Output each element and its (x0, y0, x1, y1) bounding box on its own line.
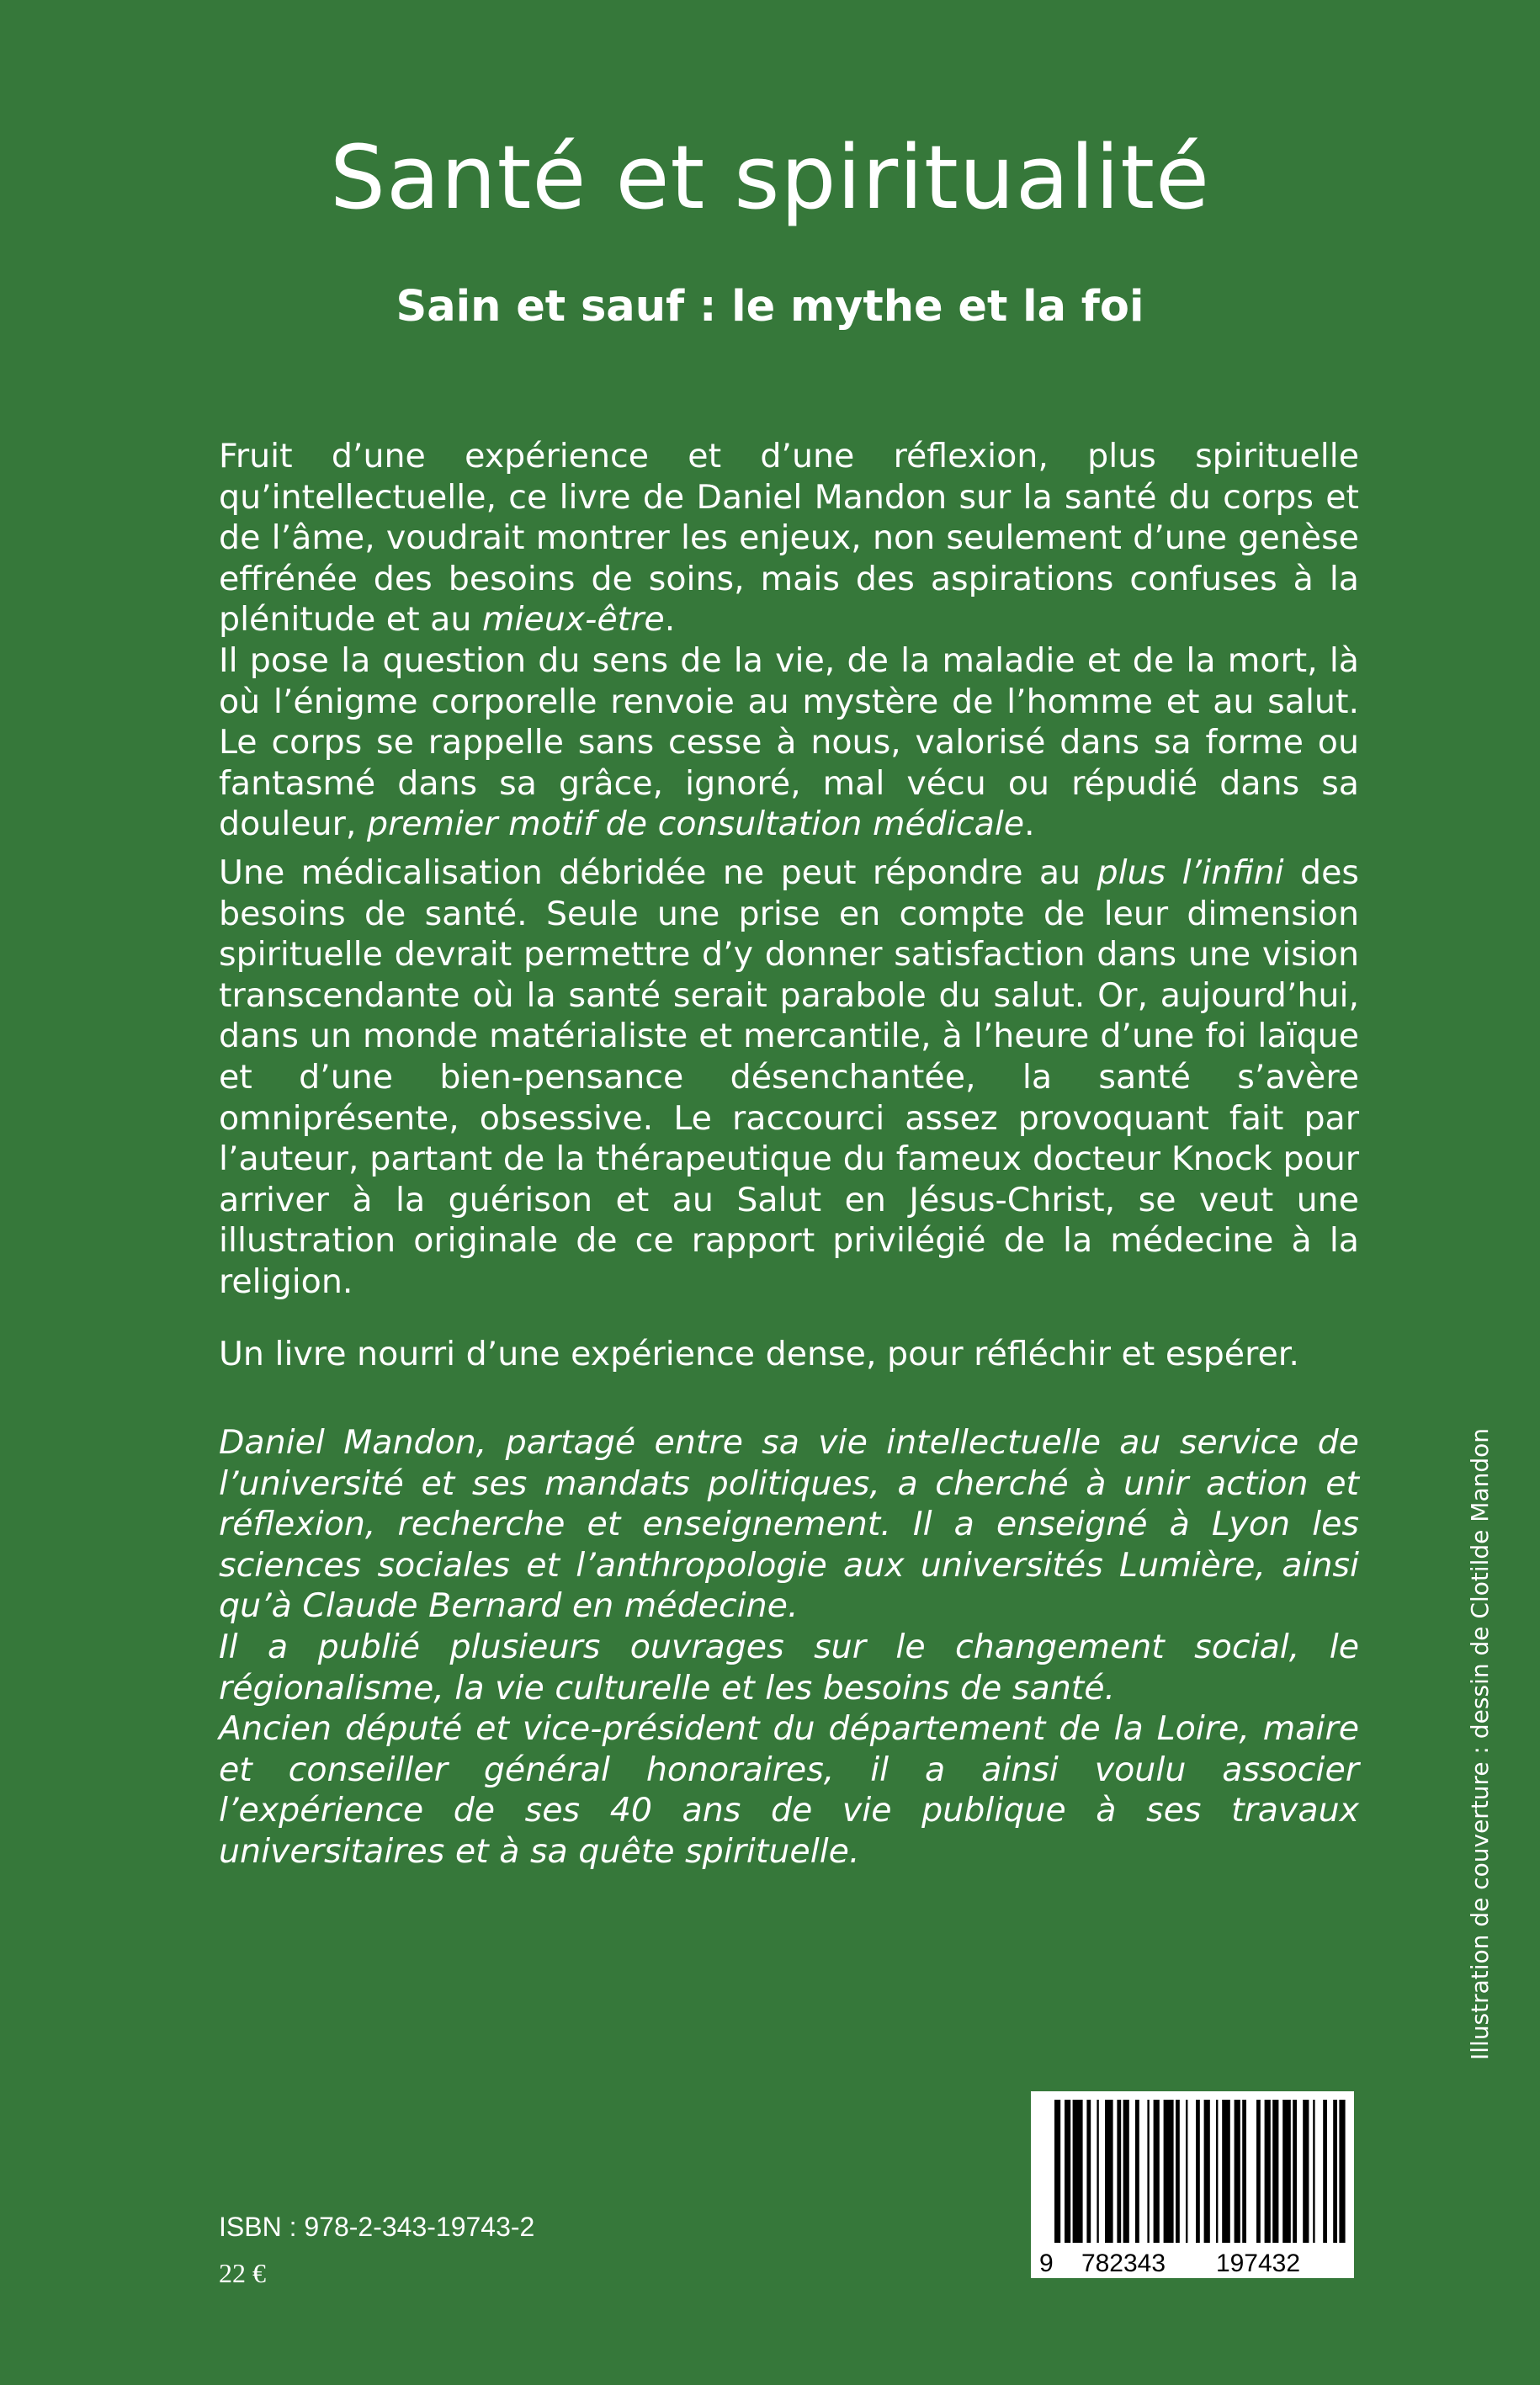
blurb-text: Fruit d’une expérience et d’une réflexion, plus spirituelle qu’intellectuelle, ce livre de Daniel Mandon sur la santé du corps et de l’âme, voudrait montrer les enjeux, non seulement d’une genèse effrénée des besoins de soins, mais des aspirations confuses à la plénitude et au (219, 437, 1359, 640)
barcode-bar (1323, 2100, 1327, 2243)
barcode-bar (1222, 2100, 1230, 2243)
barcode-bar (1073, 2100, 1083, 2243)
blurb-emphasis: plus l’infini (1097, 853, 1284, 892)
barcode-bar (1282, 2100, 1291, 2243)
barcode-bar (1256, 2100, 1261, 2243)
barcode-bar (1235, 2100, 1240, 2243)
blurb-text: . (664, 600, 676, 640)
blurb-text: Il pose la question du sens de la vie, de la maladie et de la mort, là où l’énigme corporelle renvoie au mystère de l’homme et au salut. Le corps se rappelle sans cesse à nous, valorisé dans sa forme ou fantasmé dans sa grâce, ignoré, mal vécu ou répudié dans sa douleur, (219, 640, 1359, 844)
author-bio-line: Il a publié plusieurs ouvrages sur le changement social, le régionalisme, la vie culturelle et les besoins de santé. (219, 1627, 1359, 1708)
barcode-bar (1216, 2100, 1218, 2243)
barcode-bar (1054, 2100, 1060, 2243)
blurb-emphasis: mieux-être (481, 600, 665, 640)
barcode-bar (1242, 2100, 1246, 2243)
author-bio-line: Ancien député et vice-président du département de la Loire, maire et conseiller général honoraires, il a ainsi voulu associer l’expérience de ses 40 ans de vie publique à ses travaux universitaires et à sa quête spirituelle. (219, 1709, 1359, 1871)
barcode-graphic (1031, 2091, 1354, 2278)
barcode-bar (1204, 2100, 1210, 2243)
barcode-bar (1117, 2100, 1121, 2243)
barcode-digit-first: 9 (1039, 2250, 1054, 2277)
barcode-bar (1105, 2100, 1113, 2243)
barcode-bar (1303, 2100, 1309, 2243)
barcode-bar (1154, 2100, 1160, 2243)
illustration-credit: Illustration de couverture : dessin de Clotilde Mandon (1466, 1427, 1494, 2060)
barcode-bar (1176, 2100, 1180, 2243)
blurb-text: . (1024, 805, 1035, 844)
blurb-text: des besoins de santé. Seule une prise en compte de leur dimension spirituelle devrait permettre d’y donner satisfaction dans une vision transcendante où la santé serait parabole du salut. Or, aujourd’hui, dans un monde matérialiste et mercantile, à l’heure d’une foi laïque et d’une bien-pensance désenchantée, la santé s’avère omniprésente, obsessive. Le raccourci assez provoquant fait par l’auteur, partant de la thérapeutique du fameux docteur Knock pour arriver à la guérison et au Salut en Jésus-Christ, se veut une illustration originale de ce rapport privilégié de la médecine à la religion. (219, 853, 1359, 1301)
barcode-bar (1339, 2100, 1345, 2243)
barcode-bar (1196, 2100, 1200, 2243)
blurb-paragraph-2 (219, 853, 1359, 1303)
barcode-bar (1123, 2100, 1129, 2243)
barcode-bar (1147, 2100, 1149, 2243)
blurb-emphasis: premier motif de consultation médicale (366, 805, 1025, 844)
barcode-bar (1265, 2100, 1271, 2243)
price: 22 € (219, 2258, 266, 2288)
barcode-bar (1135, 2100, 1139, 2243)
barcode-bar (1186, 2100, 1187, 2243)
barcode-bar (1086, 2100, 1091, 2243)
barcode-bar (1164, 2100, 1174, 2243)
barcode-bar (1313, 2100, 1314, 2243)
blurb-paragraph-1 (219, 436, 1359, 845)
book-title: Santé et spiritualité (329, 126, 1211, 229)
barcode-digits-left: 782343 (1081, 2250, 1166, 2277)
barcode-digits-right: 197432 (1215, 2250, 1301, 2277)
blurb-text: Une médicalisation débridée ne peut répondre au (219, 853, 1097, 892)
author-bio-line: Daniel Mandon, partagé entre sa vie intellectuelle au service de l’université et ses mandats politiques, a cherché à unir action et réflexion, recherche et enseignement. Il a enseigné à Lyon les sciences sociales et l’anthropologie aux universités Lumière, ainsi qu’à Claude Bernard en médecine. (219, 1423, 1359, 1626)
barcode-bar (1333, 2100, 1337, 2243)
blurb-paragraph-3: Un livre nourri d’une expérience dense, pour réfléchir et espérer. (219, 1335, 1299, 1373)
isbn-barcode (1031, 2091, 1354, 2278)
barcode-bar (1065, 2100, 1070, 2243)
author-bio (219, 1422, 1359, 1872)
barcode-bar (1097, 2100, 1098, 2243)
barcode-bars (1054, 2100, 1346, 2243)
isbn-number: ISBN : 978-2-343-19743-2 (219, 2212, 535, 2242)
book-subtitle: Sain et sauf : le mythe et la foi (396, 282, 1144, 332)
barcode-bar (1293, 2100, 1297, 2243)
barcode-bar (1272, 2100, 1278, 2243)
